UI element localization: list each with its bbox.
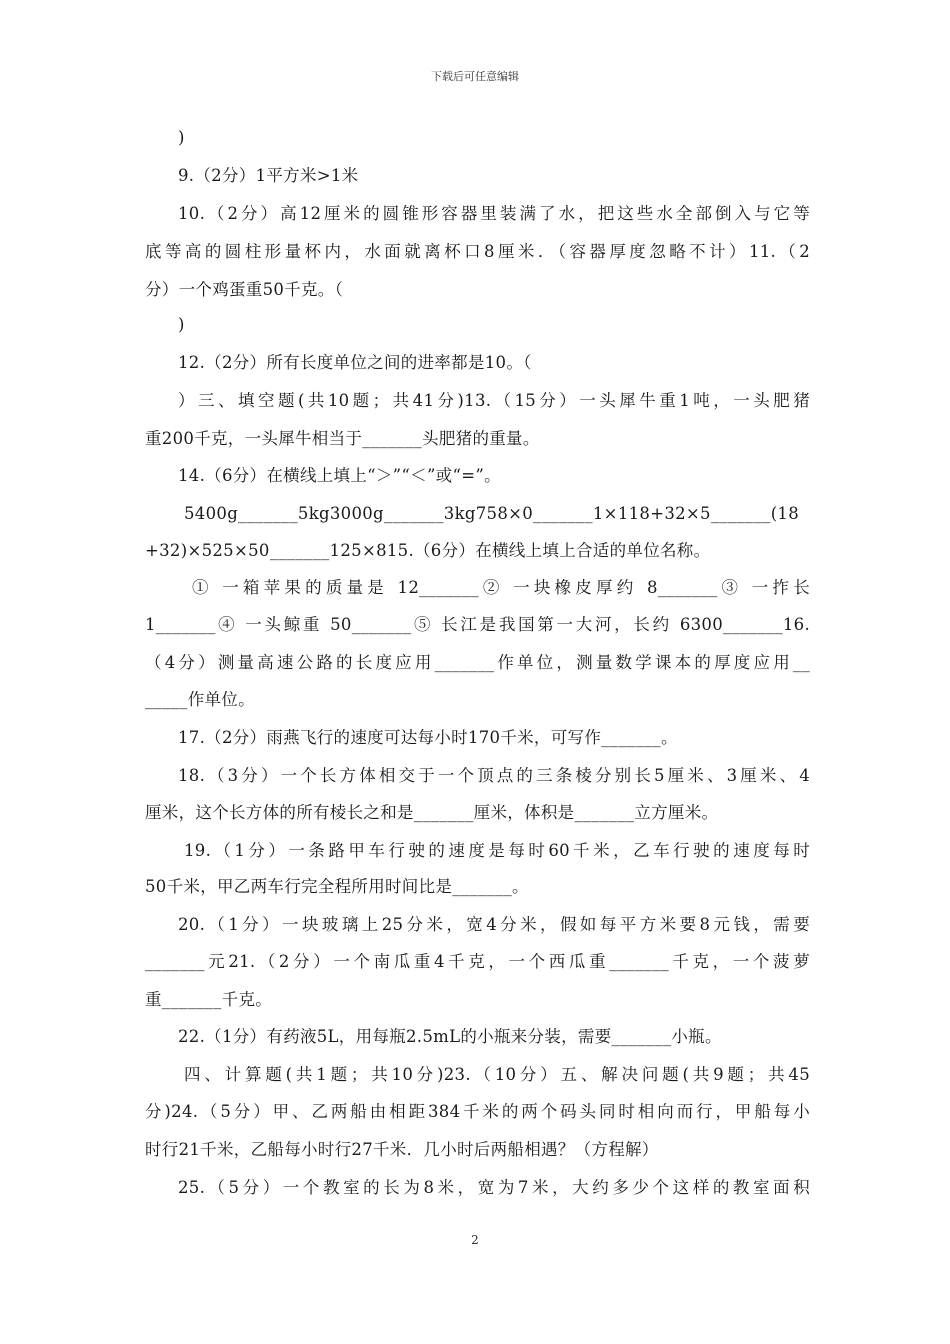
text-line: 14.（6分）在横线上填上“＞”“＜”或“=”。 bbox=[178, 466, 501, 485]
text-line: 厘米，这个长方体的所有棱长之和是_______厘米，体积是_______立方厘米。 bbox=[145, 803, 719, 822]
text-line: ) bbox=[178, 128, 185, 147]
text-line: 底等高的圆柱形量杯内，水面就离杯口8厘米．（容器厚度忽略不计）11.（2 bbox=[145, 242, 810, 261]
text-line: 1_______④ 一头鲸重 50_______⑤ 长江是我国第一大河，长约 6300_______16. bbox=[145, 615, 810, 634]
text-line: 时行21千米，乙船每小时行27千米．几小时后两船相遇？（方程解） bbox=[145, 1140, 659, 1159]
text-line: 22.（1分）有药液5L，用每瓶2.5mL的小瓶来分装，需要_______小瓶。 bbox=[178, 1027, 722, 1046]
text-line: ）三、填空题(共10题；共41分)13.（15分）一头犀牛重1吨，一头肥猪 bbox=[178, 391, 810, 410]
text-line: （4分）测量高速公路的长度应用_______作单位，测量数学课本的厚度应用__ bbox=[145, 653, 810, 672]
text-line: 9.（2分）1平方米>1米 bbox=[178, 166, 359, 185]
text-line: 四、计算题(共1题；共10分)23.（10分）五、解决问题(共9题；共45 bbox=[184, 1065, 810, 1084]
text-line: ① 一箱苹果的质量是 12_______② 一块橡皮厚约 8_______③ 一拃长 bbox=[192, 578, 810, 597]
text-line: 17.（2分）雨燕飞行的速度可达每小时170千米，可写作_______。 bbox=[178, 728, 678, 747]
text-line: _____作单位。 bbox=[145, 690, 255, 709]
text-line: +32)×525×50_______125×815.（6分）在横线上填上合适的单位名称。 bbox=[145, 541, 711, 560]
text-line: 10.（2分）高12厘米的圆锥形容器里装满了水，把这些水全部倒入与它等 bbox=[178, 204, 810, 223]
text-line: ) bbox=[178, 315, 185, 334]
text-line: 20.（1分）一块玻璃上25分米，宽4分米，假如每平方米要8元钱，需要 bbox=[178, 915, 810, 934]
text-line: 19.（1分）一条路甲车行驶的速度是每时60千米，乙车行驶的速度每时 bbox=[184, 841, 810, 860]
text-line: 18.（3分）一个长方体相交于一个顶点的三条棱分别长5厘米、3厘米、4 bbox=[178, 766, 810, 785]
text-line: 重200千克，一头犀牛相当于_______头肥猪的重量。 bbox=[145, 429, 540, 448]
text-line: 分)24.（5分）甲、乙两船由相距384千米的两个码头同时相向而行，甲船每小 bbox=[145, 1102, 810, 1121]
text-line: 12.（2分）所有长度单位之间的进率都是10。（ bbox=[178, 353, 532, 372]
text-line: 50千米，甲乙两车行完全程所用时间比是_______。 bbox=[145, 877, 529, 896]
text-line: 5400g_______5kg3000g_______3kg758×0_______1×118+32×5_______(18 bbox=[184, 504, 800, 523]
text-line: _______元21.（2分）一个南瓜重4千克，一个西瓜重_______千克，一个菠萝 bbox=[145, 952, 810, 971]
text-line: 分）一个鸡蛋重50千克。（ bbox=[145, 280, 344, 299]
page-header: 下载后可任意编辑 bbox=[431, 70, 519, 83]
text-line: 重_______千克。 bbox=[145, 990, 273, 1009]
page-number: 2 bbox=[471, 1233, 479, 1247]
text-line: 25.（5分）一个教室的长为8米，宽为7米，大约多少个这样的教室面积 bbox=[178, 1178, 810, 1197]
